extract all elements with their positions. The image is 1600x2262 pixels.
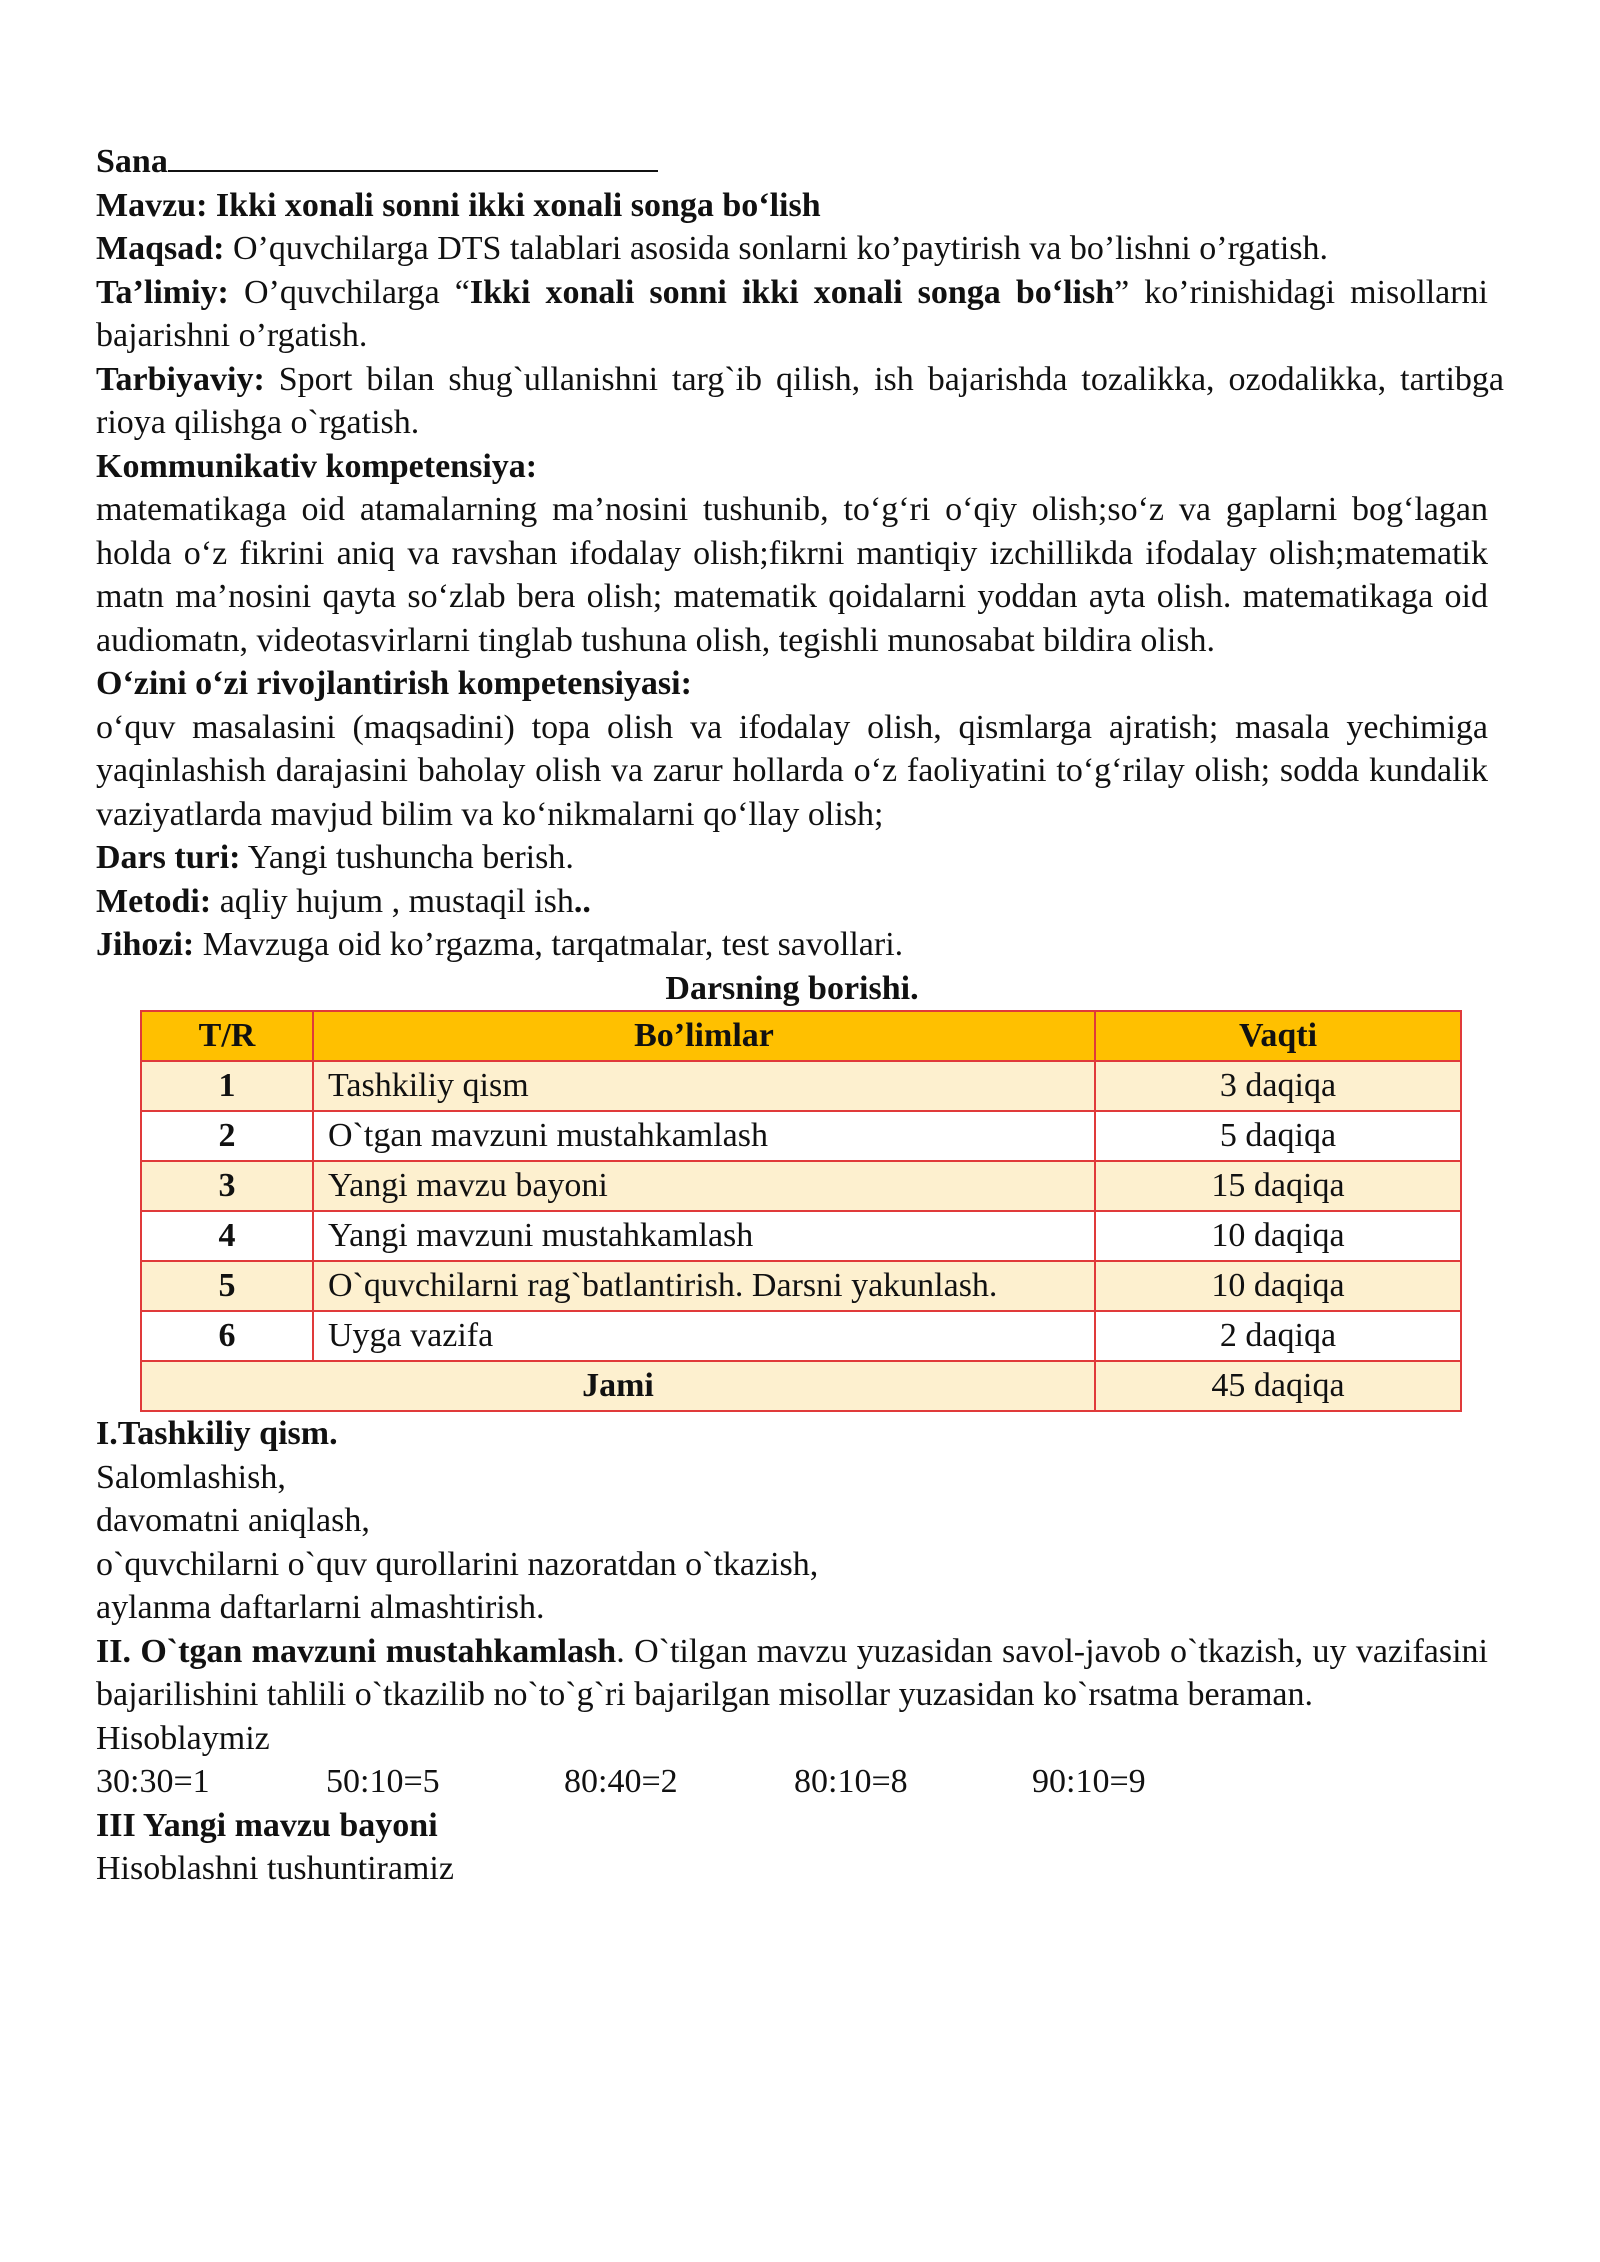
column-header-sections: Bo’limlar [313,1011,1095,1061]
table-header-row [141,1011,1461,1061]
table-total-row [141,1361,1461,1411]
educational-text-bold: Ikki xonali sonni ikki xonali songa bo‘lish [469,273,1115,311]
example-expression: 80:40=2 [564,1763,678,1800]
row-number: 3 [141,1161,313,1211]
table-row [141,1311,1461,1361]
section2-text: . O`tilgan mavzu yuzasidan savol-javob o`tkazish, uy vazifasini bajarilishini tahlili o`tkazilib no`to`g`ri bajarilgan misollar yuzasidan ko`rsatma beraman. [96,1632,1488,1713]
row-number: 1 [141,1061,313,1111]
row-time: 3 daqiqa [1095,1061,1461,1111]
lesson-type-label: Dars turi: [96,839,241,876]
self-development-text: o‘quv masalasini (maqsadini) topa olish va ifodalay olish, qismlarga ajratish; masala yechimiga yaqinlashish darajasini baholay olish va zarur hollarda o‘z faoliyatini to‘g‘rilay olish; sodda kundalik vaziyatlarda mavjud bilim va ko‘nikmalarni qo‘llay olish; [96,708,1488,833]
communicative-text: matematikaga oid atamalarning ma’nosini tushunib, to‘g‘ri o‘qiy olish;so‘z va gaplarni bog‘lagan holda o‘z fikrini aniq va ravshan ifodalay olish;fikrni mantiqiy izchillikda ifodalay olish;matematik matn ma’nosini qayta so‘zlab bera olish; matematik qoidalarni yoddan ayta olish. matematikaga oid audiomatn, videotasvirlarni tinglab tushuna olish, tegishli munosabat bildira olish. [96,491,1488,659]
row-time: 5 daqiqa [1095,1111,1461,1161]
educational-text-pre: O’quvchilarga “ [228,273,470,311]
section2-paragraph [96,1630,1488,1717]
row-number: 5 [141,1261,313,1311]
lesson-type-text: Yangi tushuncha berish. [240,839,574,876]
date-line [96,140,1496,184]
table-row [141,1111,1461,1161]
equipment-label: Jihozi: [96,926,195,963]
lesson-type-line [96,836,1496,880]
section1-line: o`quvchilarni o`quv qurollarini nazoratdan o`tkazish, [96,1545,819,1583]
goal-label: Maqsad: [96,230,225,267]
educational-paragraph [96,271,1488,358]
row-section: O`quvchilarni rag`batlantirish. Darsni yakunlash. [313,1261,1095,1311]
upbringing-label: Tarbiyaviy: [96,360,265,398]
upbringing-paragraph [96,358,1504,445]
topic-label: Mavzu: [96,186,208,224]
column-header-number: T/R [141,1011,313,1061]
example-expression: 30:30=1 [96,1763,210,1800]
section1-line: aylanma daftarlarni almashtirish. [96,1589,545,1626]
row-time: 10 daqiqa [1095,1261,1461,1311]
method-line [96,880,1496,924]
row-section: Tashkiliy qism [313,1061,1095,1111]
lesson-plan-table [140,1010,1462,1412]
section1-line: davomatni aniqlash, [96,1502,370,1539]
column-header-time: Vaqti [1095,1011,1461,1061]
table-row [141,1211,1461,1261]
self-development-heading: O‘zini o‘zi rivojlantirish kompetensiyasi: [96,665,692,702]
row-number: 6 [141,1311,313,1361]
total-label: Jami [141,1361,1095,1411]
examples-line [96,1760,1496,1804]
table-row [141,1061,1461,1111]
calculate-label: Hisoblaymiz [96,1719,270,1757]
lesson-plan-page [96,140,1504,1891]
section2-heading: II. O`tgan mavzuni mustahkamlash [96,1632,617,1670]
row-section: Yangi mavzu bayoni [313,1161,1095,1211]
method-label: Metodi: [96,882,212,920]
section3-text: Hisoblashni tushuntiramiz [96,1850,454,1887]
row-time: 15 daqiqa [1095,1161,1461,1211]
date-label: Sana [96,143,168,180]
table-row [141,1261,1461,1311]
equipment-text: Mavzuga oid ko’rgazma, tarqatmalar, test savollari. [194,926,904,963]
topic-text: Ikki xonali sonni ikki xonali songa bo‘lish [207,186,821,224]
upbringing-text: Sport bilan shug`ullanishni targ`ib qilish, ish bajarishda tozalikka, ozodalikka, tartibga rioya qilishga o`rgatish. [96,360,1504,441]
educational-text-post: ” ko’rinishidagi misollarni bajarishni o’rgatish. [96,273,1488,354]
row-time: 10 daqiqa [1095,1211,1461,1261]
row-time: 2 daqiqa [1095,1311,1461,1361]
section3-heading: III Yangi mavzu bayoni [96,1806,438,1844]
method-text: aqliy hujum , mustaqil ish [211,882,574,920]
section1-line: Salomlashish, [96,1458,286,1496]
equipment-line [96,923,1496,967]
topic-line [96,184,1496,228]
row-section: Uyga vazifa [313,1311,1095,1361]
date-blank [168,140,658,172]
goal-paragraph [96,227,1336,271]
example-expression: 90:10=9 [1032,1763,1146,1800]
row-section: Yangi mavzuni mustahkamlash [313,1211,1095,1261]
goal-text: O’quvchilarga DTS talablari asosida sonlarni ko’paytirish va bo’lishni o’rgatish. [224,230,1328,267]
row-section: O`tgan mavzuni mustahkamlash [313,1111,1095,1161]
communicative-heading: Kommunikativ kompetensiya: [96,447,538,485]
example-expression: 80:10=8 [794,1763,908,1800]
example-expression: 50:10=5 [326,1763,440,1800]
method-tail: .. [573,882,591,920]
total-time: 45 daqiqa [1095,1361,1461,1411]
row-number: 4 [141,1211,313,1261]
table-row [141,1161,1461,1211]
section1-heading: I.Tashkiliy qism. [96,1415,338,1452]
educational-label: Ta’limiy: [96,273,229,311]
plan-title: Darsning borishi. [665,969,919,1007]
row-number: 2 [141,1111,313,1161]
